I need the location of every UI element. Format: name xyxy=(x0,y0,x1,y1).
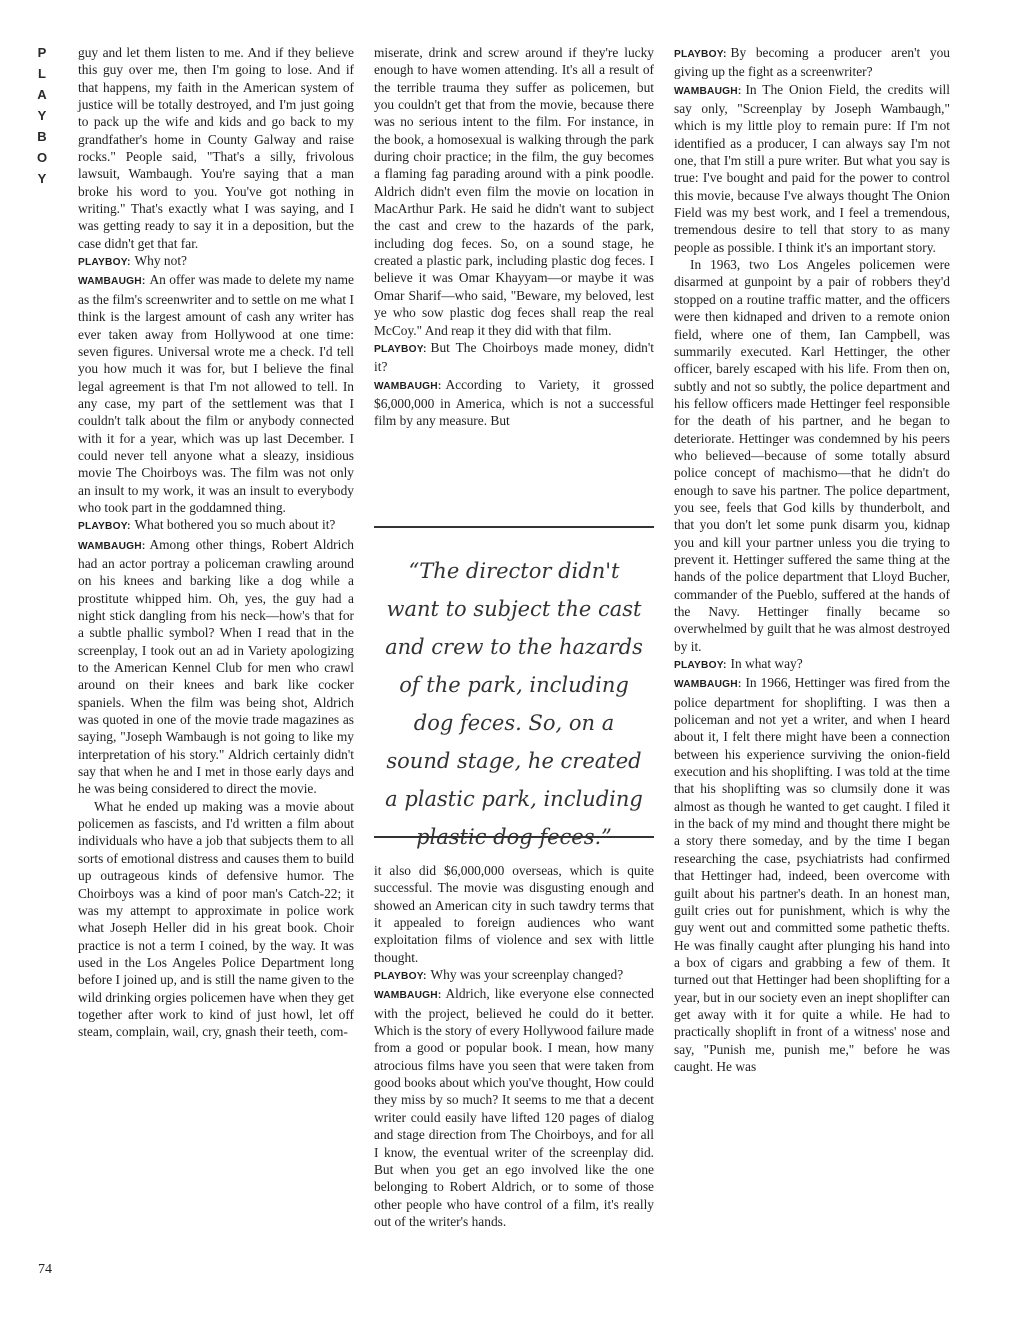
answer-text: In 1966, Hettinger was fired from the police department for shoplifting. I was then a policeman and not yet a writer, and when I heard about it, I felt there might have been a connection between his experience surviving the onion-field execution and his shoplifting. I was told at the time that his shoplifting was so clumsily done it was almost as though he wanted to get caught. I filed it in the back of my mind and thought there might be a story there someday, and by the time I began researching the case, psychiatrists had confirmed that Hettinger had, indeed, been overcome with guilt about his partner's death. In an honest man, guilt cries out for punishment, which is why the guy went out and committed some pathetic thefts. He was finally caught after plunging his hand into a box of cigars and grabbing a few of them. It turned out that Hettinger had been shoplifting for a year, but in our society even an inept shoplifter can get away with it for quite a while. He had to practically shoplift in front of a witness' nose and say, "Punish me, punish me," before he was caught. He was xyxy=(674,675,950,1074)
question-text: What bothered you so much about it? xyxy=(134,517,336,533)
paragraph: What he ended up making was a movie about policemen as fascists, and I'd written a film about individuals who have a job that subjects them to all sorts of emotional distress and causes them to build up outrageous kinds of defensive humor. The Choirboys was a kind of poor man's Catch-22; it was my attempt to approximate in police work what Joseph Heller did in his great book. Choir practice is not a term I coined, by the way. It was used in the Los Angeles Police Department long before I joined up, and is still the name given to the wild drinking orgies policemen have when they get together after work to kind of just howl, let off steam, complain, wail, cry, gnash their teeth, com- xyxy=(78,798,354,1040)
speaker-label: PLAYBOY: xyxy=(78,521,131,533)
text-column-1 xyxy=(78,44,354,1041)
answer xyxy=(78,271,354,516)
question-text: Why was your screenplay changed? xyxy=(430,967,624,983)
masthead-letter: L xyxy=(38,66,46,81)
pull-quote-text: “The director didn't want to subject the cast and crew to the hazards of the park, including dog feces. So, on a sound stage, he created a plastic park, including plastic dog feces.” xyxy=(385,559,643,849)
speaker-label: PLAYBOY: xyxy=(674,660,727,672)
speaker-label: PLAYBOY: xyxy=(674,49,727,60)
question-text: In what way? xyxy=(730,656,803,672)
answer-text: An offer was made to delete my name as the film's screenwriter and to settle on me what I think is the largest amount of cash any writer has ever taken away from Hollywood at one time: seven figures. Universal wrote me a check. I'd tell you how much it was for, but I believe the final legal agreement is that I'm not allowed to tell. In any case, my part of the settlement was that I couldn't talk about the film or anybody connected with it for a year, which was up last December. I could never tell anyone what a sleazy, insidious movie The Choirboys was. The film was not only an insult to my work, it was an insult to everybody who took part in the goddamned thing. xyxy=(78,272,354,515)
paragraph: guy and let them listen to me. And if they believe this guy over me, then I'm going to lose. And if that happens, my faith in the American system of justice will be totally destroyed, and I'm just going to pack up the wife and kids and go back to my grandfather's home in County Galway and raise rocks." People said, "That's a silly, frivolous lawsuit, Wambaugh. You're saying that a man broke his word to you. You've got nothing in writing." That's exactly what I was saying, and I was getting ready to say it in a deposition, but the case didn't get that far. xyxy=(78,45,354,251)
question-text: But The Choirboys made money, didn't it? xyxy=(374,339,654,375)
speaker-label: WAMBAUGH: xyxy=(374,990,442,1002)
paragraph: In 1963, two Los Angeles policemen were disarmed at gunpoint by a pair of robbers they'd stopped on a routine traffic matter, and the officers were then kidnaped and driven to a remote onion field, where one of them, Ian Campbell, was summarily executed. Karl Hettinger, the other officer, barely escaped with his life. From then on, subtly and not so subtly, the police department and his fellow officers made Hettinger feel responsible for the death of his partner, and he began to deteriorate. Hettinger was condemned by his peers who believed—because of some totally absurd police concept of machismo—that he didn't do enough to save his partner. The police department, you see, feels that God kills by thunderbolt, and that you don't let some punk disarm you, kidnap you and kill your partner unless you die trying to prevent it. Hettinger suffered the same thing at the hands of the police department that Lloyd Bucher, commander of the Pueblo, suffered at the hands of the Navy. Hettinger finally became so overwhelmed by guilt that he was almost destroyed by it. xyxy=(674,257,950,654)
speaker-label: PLAYBOY: xyxy=(374,971,427,983)
text-column-3 xyxy=(674,44,950,1075)
speaker-label: WAMBAUGH: xyxy=(674,679,742,691)
answer xyxy=(374,376,654,430)
page-number: 74 xyxy=(38,1262,52,1277)
speaker-label: WAMBAUGH: xyxy=(78,276,146,288)
masthead-vertical xyxy=(30,42,54,189)
text-column-2-continued xyxy=(374,862,654,1230)
question xyxy=(374,339,654,376)
answer xyxy=(674,81,950,256)
answer xyxy=(374,985,654,1230)
masthead-letter: P xyxy=(37,45,47,60)
masthead-letter: A xyxy=(37,87,47,102)
question xyxy=(674,655,950,674)
question xyxy=(78,516,354,535)
speaker-label: WAMBAUGH: xyxy=(674,85,742,97)
answer-text: In The Onion Field, the credits will say only, "Screenplay by Joseph Wambaugh," which is my little ploy to remain pure: If I'm not identified as a producer, I can always say I'm not one, that I'm still a pure writer. But what you say is true: I've bought and paid for the power to control this movie, because I've always thought The Onion Field was my best work, and I feel a tremendous, tremendous desire to tell that story to as many people as possible. I think it's an important story. xyxy=(674,81,950,255)
question xyxy=(78,252,354,271)
answer xyxy=(78,536,354,798)
masthead-letter: O xyxy=(36,150,48,165)
question-text: By becoming a producer aren't you giving up the fight as a screenwriter? xyxy=(674,45,950,80)
answer-text: Aldrich, like everyone else connected with the project, believed he could do it better. Which is the story of every Hollywood failure made from a good or popular book. I mean, how many atrocious films have you seen that were taken from good books about which you've thought, How could they miss by so much? It seems to me that a decent writer could easily have lifted 120 pages of dialog and stage direction from The Choirboys, and for all I know, the eventual writer of the screenplay did. But when you get an ego involved like the one belonging to Robert Aldrich, or to some of those other people who have control of a film, it's really out of the writer's hands. xyxy=(374,986,654,1229)
masthead-letter: Y xyxy=(37,171,47,186)
speaker-label: PLAYBOY: xyxy=(78,257,131,269)
question xyxy=(374,966,654,985)
answer xyxy=(674,674,950,1075)
text-column-2 xyxy=(374,44,654,430)
answer-text: Among other things, Robert Aldrich had an actor portray a policeman crawling around on his knees and barking like a dog while a prostitute whipped him. Oh, yes, the guy had a night stick dangling from his neck—how's that for a subtle phallic symbol? When I read that in the screenplay, I took out an ad in Variety apologizing to the American Kennel Club for men who crawl around on their knees and bark like cocker spaniels. When the film was being shot, Aldrich was quoted in one of the movie trade magazines as saying, "Joseph Wambaugh is not going to like my interpretation of his story." Aldrich certainly didn't say that when he and I met in those early days and he was being considered to direct the movie. xyxy=(78,536,354,797)
question-text: Why not? xyxy=(134,253,187,269)
pull-quote xyxy=(374,526,654,849)
question xyxy=(674,44,950,81)
paragraph: miserate, drink and screw around if they're lucky enough to have women attending. It's all a result of the terrible trauma they suffer as policemen, but you couldn't get that from the movie, because there was no serious intent to the film. For instance, in the book, a homosexual is walking through the park during choir practice; in the film, the guy becomes a flaming fag parading around with a pink poodle. Aldrich didn't even film the movie on location in MacArthur Park. He said he didn't want to subject the cast and crew to the hazards of the park, including dog feces. So, on a sound stage, he created a plastic park, including plastic dog feces. I believe it was Omar Khayyam—or maybe it was Omar Sharif—who said, "Beware, my beloved, lest ye who sow plastic dog feces shall reap the real McCoy." And reap it they did with that film. xyxy=(374,45,654,338)
paragraph: it also did $6,000,000 overseas, which is quite successful. The movie was disgusting enough and showed an American city in such tawdry terms that it appealed to foreign audiences who want exploitation films of violence and sex with little thought. xyxy=(374,863,654,965)
speaker-label: WAMBAUGH: xyxy=(374,380,442,392)
speaker-label: WAMBAUGH: xyxy=(78,540,146,552)
answer-text: According to Variety, it grossed $6,000,000 in America, which is not a successful film by any measure. But xyxy=(374,376,654,429)
masthead-letter: Y xyxy=(37,108,47,123)
speaker-label: PLAYBOY: xyxy=(374,343,427,355)
masthead-letter: B xyxy=(37,129,47,144)
